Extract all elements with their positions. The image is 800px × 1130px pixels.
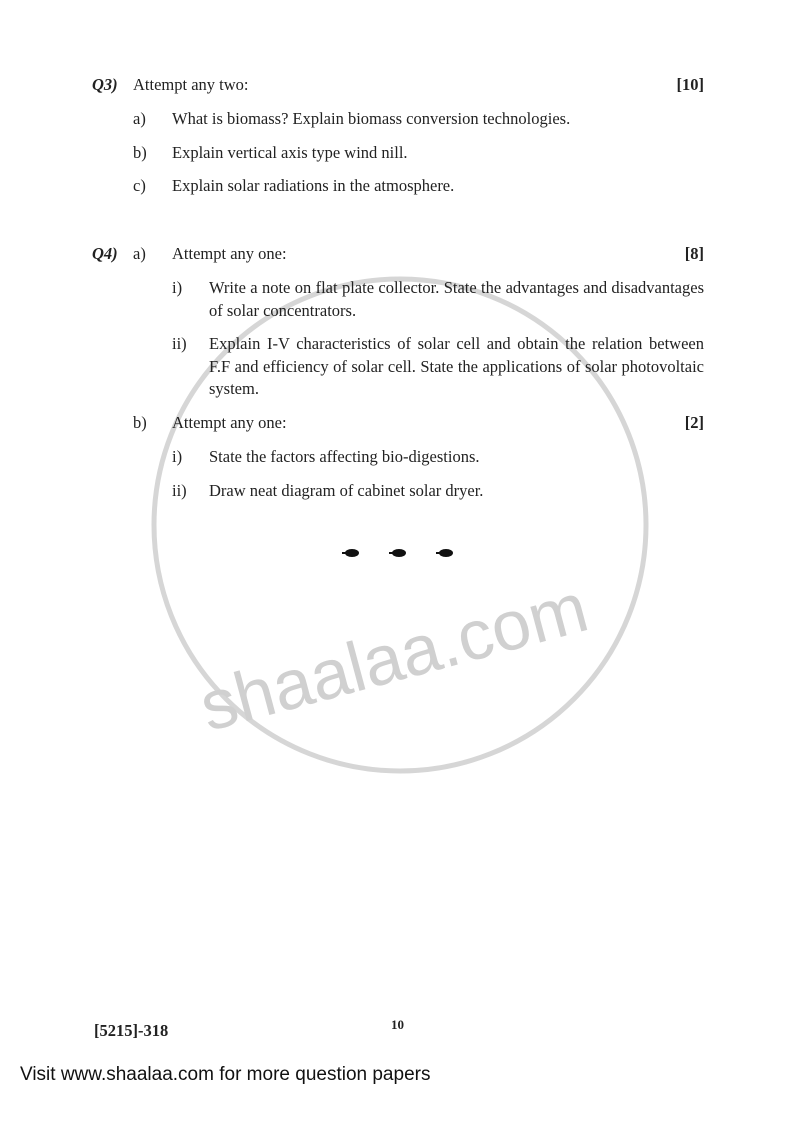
q4-b-marks: [2] — [684, 413, 704, 432]
q4-a-i-text: Write a note on flat plate collector. State the advantages and disadvantages of solar concentrators. — [209, 278, 704, 320]
paper-code: [5215]-318 — [94, 1021, 169, 1040]
end-of-paper-marker-icon — [340, 545, 462, 561]
visit-shaalaa-link[interactable]: Visit www.shaalaa.com for more question papers — [20, 1064, 431, 1085]
q4-b-i-text: State the factors affecting bio-digestions. — [209, 447, 480, 466]
q3-instruction: Attempt any two: — [133, 75, 249, 94]
q3-b-label: b) — [133, 143, 147, 162]
q3-b-text: Explain vertical axis type wind nill. — [172, 143, 408, 162]
q4-a-label: a) — [133, 244, 146, 263]
q4-b-i-label: i) — [172, 447, 183, 466]
q4-a-ii-label: ii) — [172, 334, 187, 353]
q4-b-instruction: Attempt any one: — [172, 413, 287, 432]
q4-b-ii-label: ii) — [172, 481, 187, 500]
q3-a-text: What is biomass? Explain biomass conversion technologies. — [172, 109, 571, 128]
page-number: 10 — [391, 1017, 404, 1032]
q4-b-label: b) — [133, 413, 147, 432]
q3-marks: [10] — [676, 75, 704, 94]
q4-a-ii-text: Explain I-V characteristics of solar cell and obtain the relation between F.F and efficiency of solar cell. State the applications of solar photovoltaic system. — [209, 334, 704, 398]
watermark-text: shaalaa.com — [192, 567, 596, 746]
q4-b-ii-text: Draw neat diagram of cabinet solar dryer. — [209, 481, 484, 500]
q4-a-instruction: Attempt any one: — [172, 244, 287, 263]
q4-number: Q4) — [92, 244, 118, 263]
q3-a-label: a) — [133, 109, 146, 128]
q4-a-marks: [8] — [684, 244, 704, 263]
q3-c-label: c) — [133, 176, 146, 195]
q3-number: Q3) — [92, 75, 118, 94]
q4-a-i-label: i) — [172, 278, 183, 297]
q3-c-text: Explain solar radiations in the atmosphere. — [172, 176, 455, 195]
